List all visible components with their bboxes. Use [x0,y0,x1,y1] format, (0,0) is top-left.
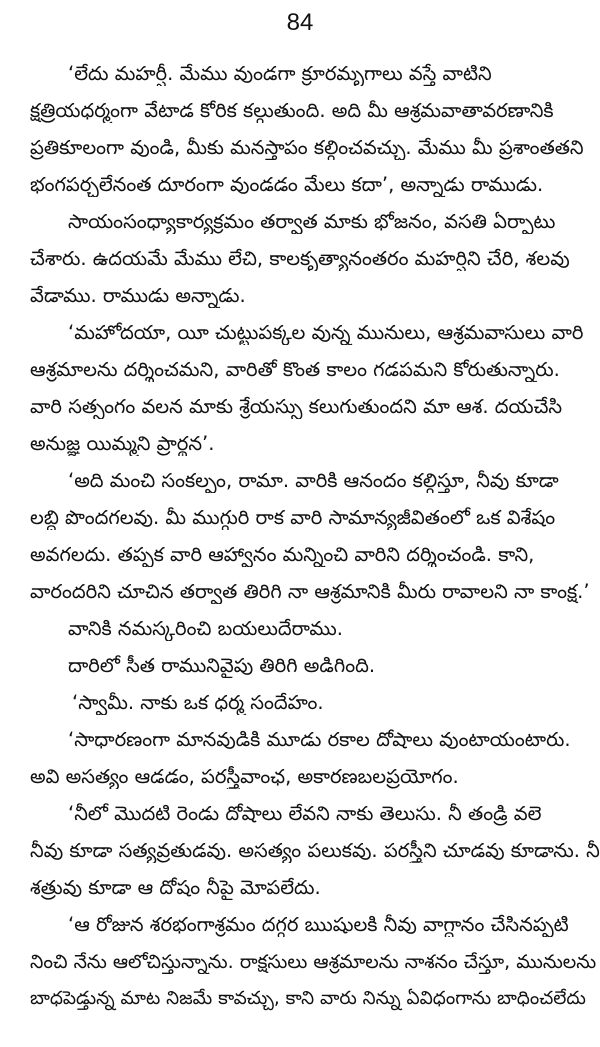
text-line-22: నీవు కూడా సత్యవ్రతుడవు. అసత్యం పలుకవు. పరస్త్రీని చూడవు కూడాను. నీ [30,839,600,862]
text-line-3: ప్రతికూలంగా వుండి, మీకు మనస్తాపం కల్గించవచ్చు. మేము మీ ప్రశాంతతని [30,136,584,159]
text-line-21: ‘నీలో మొదటి రెండు దోషాలు లేవని నాకు తెలుసు. నీ తండ్రి వలె [68,802,542,825]
text-line-4: భంగపర్చలేనంత దూరంగా వుండడం మేలు కదా’, అన్నాడు రాముడు. [30,173,544,196]
text-line-18: ‘స్వామీ. నాకు ఒక ధర్మ సందేహం. [72,691,324,714]
text-line-12: ‘అది మంచి సంకల్పం, రామా. వారికి ఆనందం కల్గిస్తూ, నీవు కూడా [68,469,559,492]
text-line-2: క్షత్రియధర్మంగా వేటాడ కోరిక కల్గుతుంది. అది మీ ఆశ్రమవాతావరణానికి [30,99,554,122]
text-line-10: వారి సత్సంగం వలన మాకు శ్రేయస్సు కలుగుతుందని మా ఆశ. దయచేసి [30,395,563,418]
text-line-5: సాయంసంధ్యాకార్యక్రమం తర్వాత మాకు భోజనం, వసతి ఏర్పాటు [68,210,556,233]
text-line-13: లబ్ధి పొందగలవు. మీ ముగ్గురి రాక వారి సామాన్యజీవితంలో ఒక విశేషం [30,506,556,529]
text-line-1: ‘లేదు మహర్షీ. మేము వుండగా క్రూరమృగాలు వస్తే వాటిని [68,62,492,85]
text-line-25: నించి నేను ఆలోచిస్తున్నాను. రాక్షసులు ఆశ్రమాలను నాశనం చేస్తూ, మునులను [30,951,597,973]
text-line-6: చేశారు. ఉదయమే మేము లేచి, కాలకృత్యానంతరం మహర్షిని చేరి, శలవు [30,247,570,270]
text-line-19: ‘సాధారణంగా మానవుడికి మూడు రకాల దోషాలు వుంటాయంటారు. [68,728,571,751]
page-number: 84 [286,9,314,36]
text-line-15: వారందరిని చూచిన తర్వాత తిరిగి నా ఆశ్రమానికి మీరు రావాలని నా కాంక్ష.’ [30,580,590,603]
text-line-26: బాధపెడ్తున్న మాట నిజమే కావచ్చు, కాని వారు నిన్ను ఏవిధంగాను బాధించలేదు [30,988,586,1009]
text-line-8: ‘మహోదయా, యీ చుట్టుపక్కల వున్న మునులు, ఆశ్రమవాసులు వారి [68,321,584,344]
text-line-14: అవగలదు. తప్పక వారి ఆహ్వానం మన్నించి వారిని దర్శించండి. కాని, [30,543,535,566]
text-line-16: వానికి నమస్కరించి బయలుదేరాము. [68,617,343,640]
text-line-24: ‘ఆ రోజున శరభంగాశ్రమం దగ్గర ఋషులకి నీవు వాగ్దానం చేసినప్పటి [68,913,569,936]
text-line-23: శత్రువు కూడా ఆ దోషం నీపై మోపలేదు. [30,876,321,899]
text-line-11: అనుజ్ఞ యిమ్మని ప్రార్థన’. [30,432,215,455]
text-line-9: ఆశ్రమాలను దర్శించమని, వారితో కొంత కాలం గడపమని కోరుతున్నారు. [30,358,560,381]
text-line-20: అవి అసత్యం ఆడడం, పరస్త్రీవాంఛ, అకారణబలప్రయోగం. [30,765,459,788]
text-line-7: వేడాము. రాముడు అన్నాడు. [30,284,246,307]
text-line-17: దారిలో సీత రామునివైపు తిరిగి అడిగింది. [68,654,376,677]
